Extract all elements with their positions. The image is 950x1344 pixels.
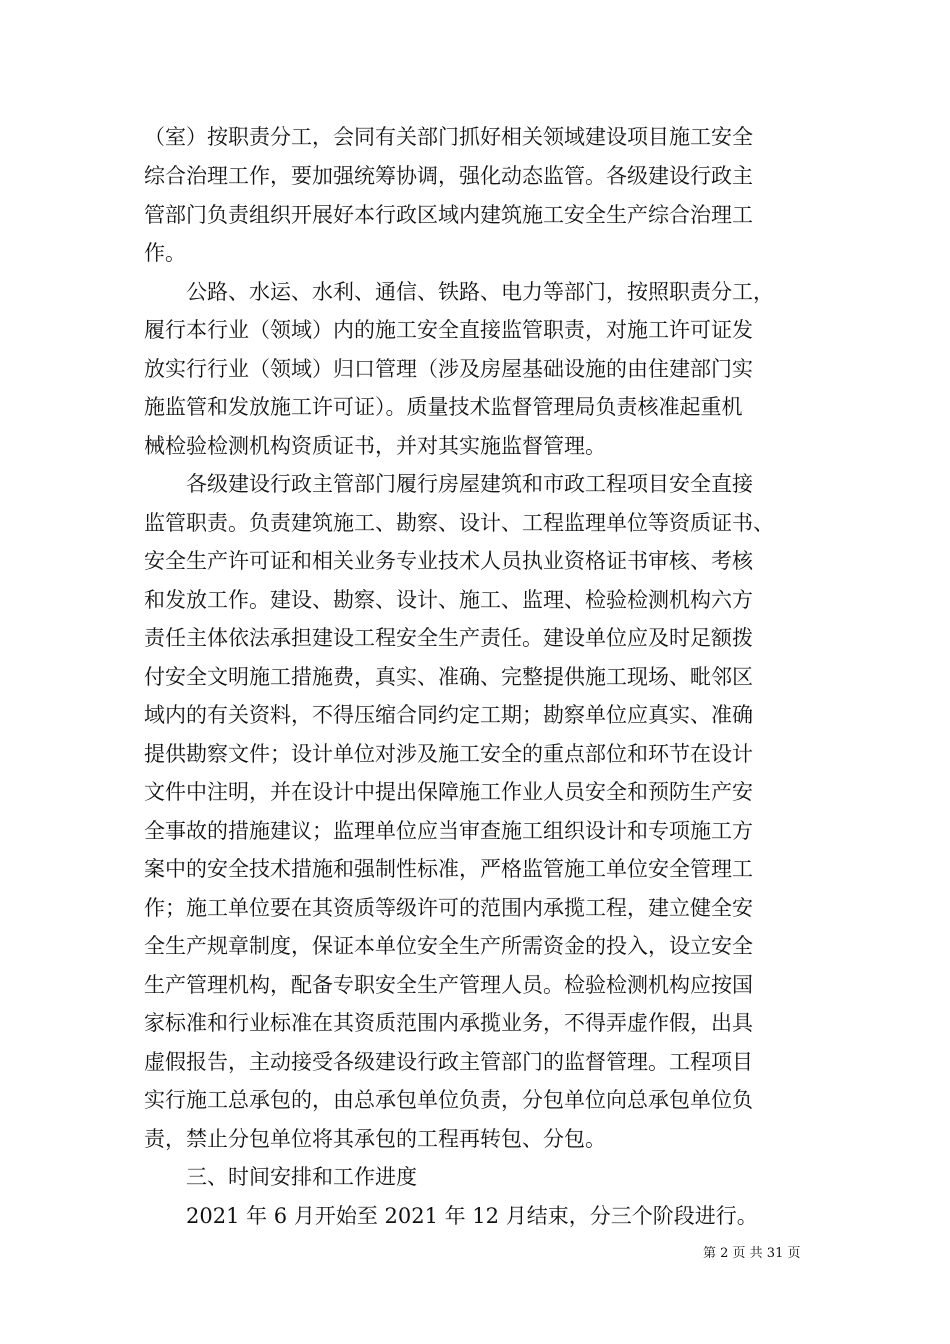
section-heading: 三、时间安排和工作进度 bbox=[186, 1165, 417, 1189]
text-line: 家标准和行业标准在其资质范围内承揽业务，不得弄虚作假，出具 bbox=[144, 1011, 753, 1035]
text-line: 虚假报告，主动接受各级建设行政主管部门的监督管理。工程项目 bbox=[144, 1050, 753, 1074]
text-line: 责任主体依法承担建设工程安全生产责任。建设单位应及时足额拨 bbox=[144, 626, 753, 650]
text-line: 全生产规章制度，保证本单位安全生产所需资金的投入，设立安全 bbox=[144, 934, 753, 958]
text-line: 2021 年 6 月开始至 2021 年 12 月结束，分三个阶段进行。 bbox=[186, 1204, 758, 1228]
text-line: 安全生产许可证和相关业务专业技术人员执业资格证书审核、考核 bbox=[144, 549, 753, 573]
text-line: （室）按职责分工，会同有关部门抓好相关领域建设项目施工安全 bbox=[144, 125, 753, 149]
text-line: 实行施工总承包的，由总承包单位负责，分包单位向总承包单位负 bbox=[144, 1088, 753, 1112]
text-line: 监管职责。负责建筑施工、勘察、设计、工程监理单位等资质证书、 bbox=[144, 511, 774, 535]
text-line: 各级建设行政主管部门履行房屋建筑和市政工程项目安全直接 bbox=[186, 472, 753, 496]
text-line: 全事故的措施建议；监理单位应当审查施工组织设计和专项施工方 bbox=[144, 819, 753, 843]
text-line: 作。 bbox=[144, 241, 186, 265]
text-line: 综合治理工作，要加强统筹协调，强化动态监管。各级建设行政主 bbox=[144, 164, 753, 188]
text-line: 责，禁止分包单位将其承包的工程再转包、分包。 bbox=[144, 1127, 606, 1151]
text-line: 作；施工单位要在其资质等级许可的范围内承揽工程，建立健全安 bbox=[144, 896, 753, 920]
page-number: 第 2 页 共 31 页 bbox=[703, 1246, 801, 1261]
text-line: 案中的安全技术措施和强制性标准，严格监管施工单位安全管理工 bbox=[144, 857, 753, 881]
text-line: 生产管理机构，配备专职安全生产管理人员。检验检测机构应按国 bbox=[144, 973, 753, 997]
text-line: 文件中注明，并在设计中提出保障施工作业人员安全和预防生产安 bbox=[144, 780, 753, 804]
text-line: 施监管和发放施工许可证）。质量技术监督管理局负责核准起重机 bbox=[144, 395, 743, 419]
text-line: 放实行行业（领域）归口管理（涉及房屋基础设施的由住建部门实 bbox=[144, 357, 753, 381]
text-line: 域内的有关资料，不得压缩合同约定工期；勘察单位应真实、准确 bbox=[144, 703, 753, 727]
text-line: 提供勘察文件；设计单位对涉及施工安全的重点部位和环节在设计 bbox=[144, 742, 753, 766]
text-line: 和发放工作。建设、勘察、设计、施工、监理、检验检测机构六方 bbox=[144, 588, 753, 612]
text-line: 公路、水运、水利、通信、铁路、电力等部门，按照职责分工， bbox=[186, 280, 774, 304]
text-line: 械检验检测机构资质证书，并对其实施监督管理。 bbox=[144, 434, 606, 458]
text-line: 付安全文明施工措施费，真实、准确、完整提供施工现场、毗邻区 bbox=[144, 665, 753, 689]
text-line: 履行本行业（领域）内的施工安全直接监管职责，对施工许可证发 bbox=[144, 318, 753, 342]
text-line: 管部门负责组织开展好本行政区域内建筑施工安全生产综合治理工 bbox=[144, 203, 753, 227]
